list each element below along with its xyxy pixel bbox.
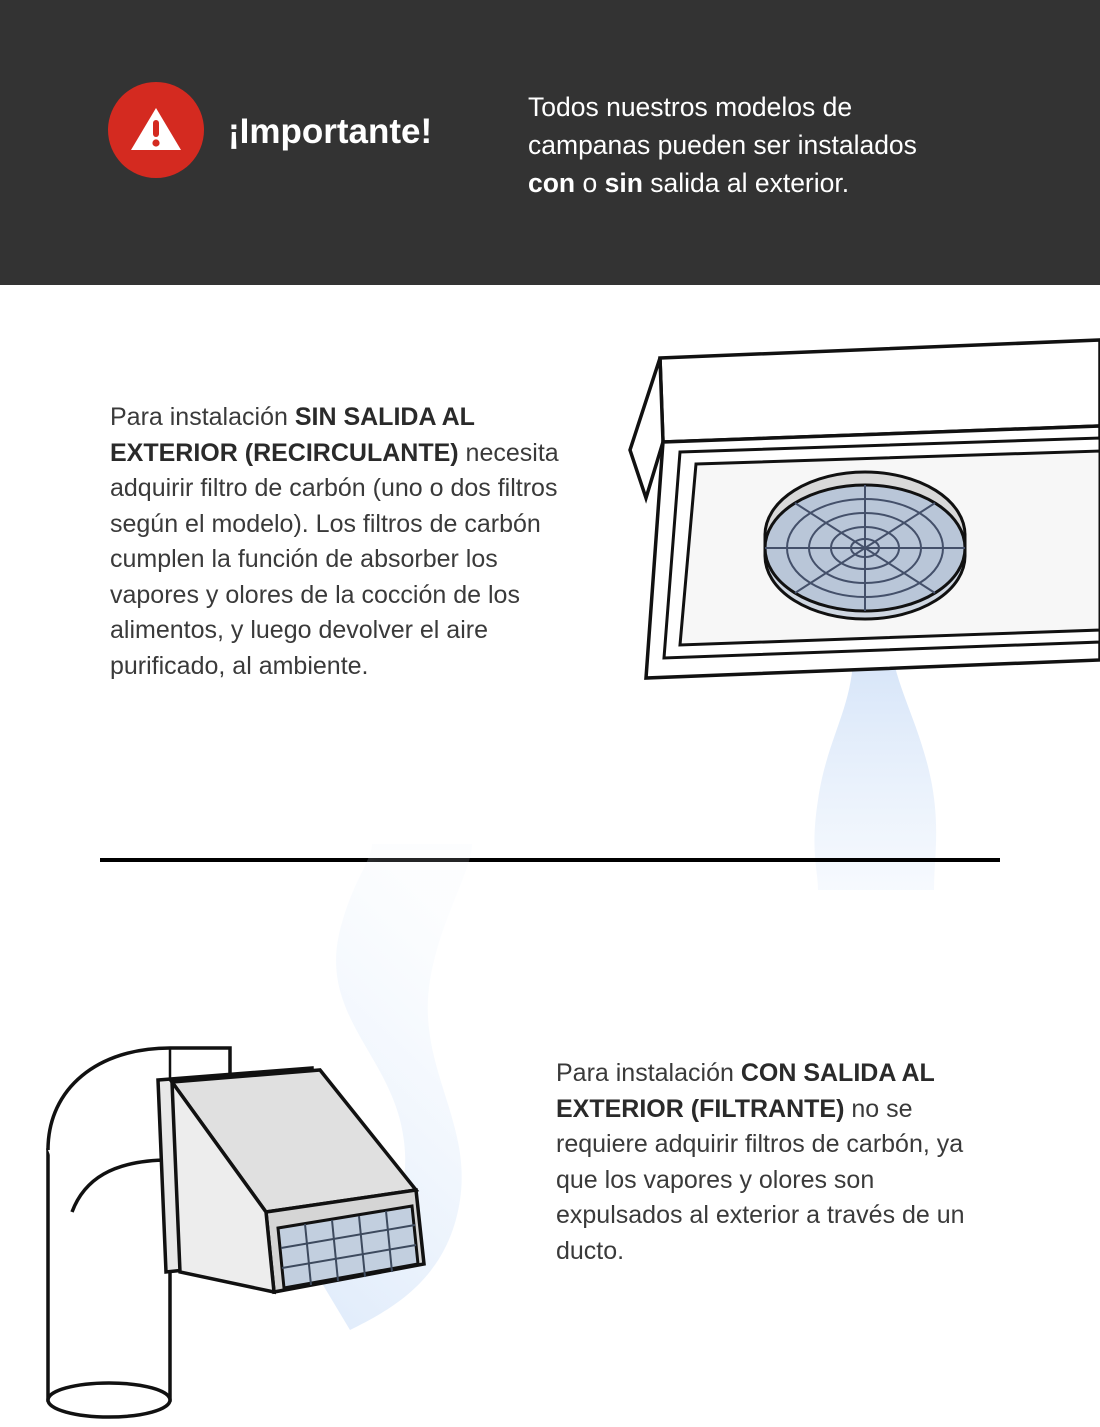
recirculante-text-prefix: Para instalación [110, 403, 295, 431]
exterior-wall-vent-with-duct-illustration [20, 860, 540, 1427]
recirculante-text-bold: SIN SALIDA AL EXTERIOR (RECIRCULANTE) [110, 403, 475, 467]
important-banner [0, 0, 1100, 285]
hood-left-bevel [630, 358, 663, 498]
filtrante-paragraph [556, 1056, 976, 1269]
filtrante-text-bold: CON SALIDA AL EXTERIOR (FILTRANTE) [556, 1059, 935, 1123]
duct-bottom-opening [48, 1383, 170, 1417]
banner-message-mid: o [575, 168, 605, 198]
recirculante-paragraph [110, 400, 590, 684]
banner-message-end: salida al exterior. [642, 168, 850, 198]
filtrante-text-prefix: Para instalación [556, 1059, 741, 1087]
warning-triangle-icon [108, 82, 204, 178]
banner-message-line1: Todos nuestros modelos de [528, 92, 853, 122]
banner-message-bold-sin: sin [604, 168, 643, 198]
filtrante-text-suffix: no se requiere adquirir filtros de carbón, ya que los vapores y olores son expulsados al exterior a través de un ducto. [556, 1094, 965, 1265]
banner-message-line2: campanas pueden ser instalados [528, 130, 917, 160]
banner-important-label: ¡Importante! [228, 112, 433, 151]
range-hood-with-carbon-filter-illustration [560, 330, 1100, 875]
banner-message-bold-con: con [528, 168, 576, 198]
recirculante-text-suffix: necesita adquirir filtro de carbón (uno o dos filtros según el modelo). Los filtros de carbón cumplen la función de absorber los vapores y olores de la cocción de los alimentos, y luego devolver el aire purificado, al ambiente. [110, 438, 559, 680]
banner-message [528, 88, 1028, 202]
